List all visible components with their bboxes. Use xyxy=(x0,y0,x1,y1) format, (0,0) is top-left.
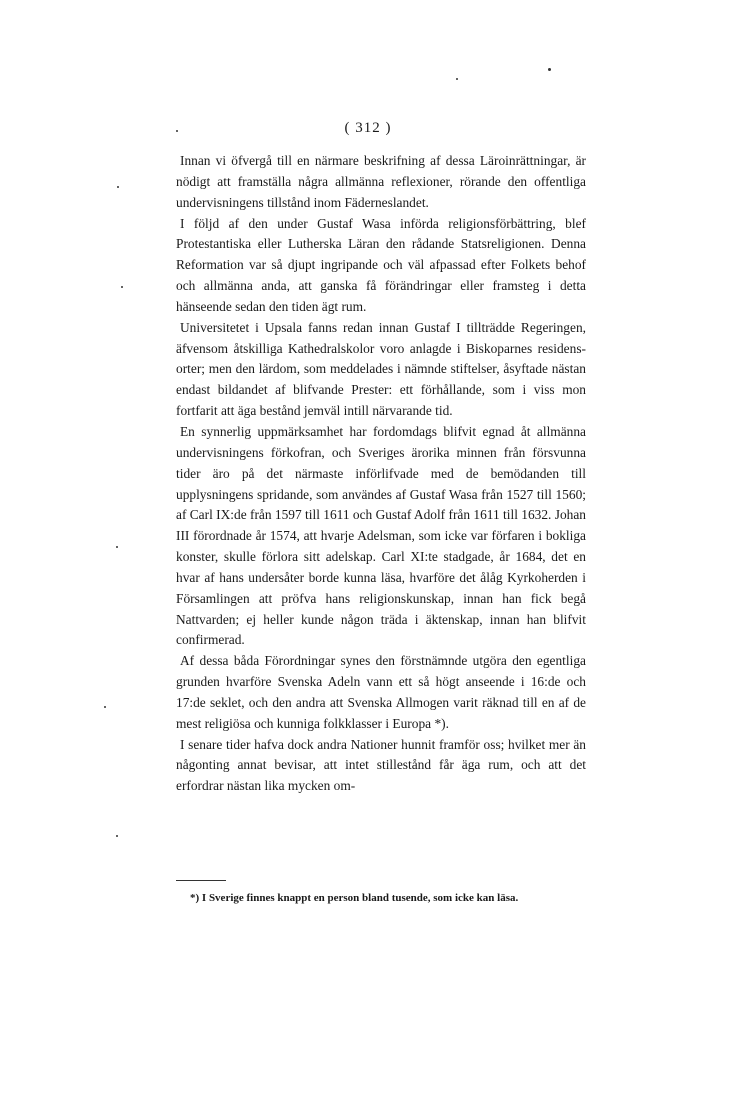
paragraph-6: I senare tider hafva dock andra Nationer hunnit framför oss; hvilket mer än någonting annat bevisar, att intet stillestånd får äga rum, och att det erfordrar nästan lika mycken om- xyxy=(176,736,586,794)
scan-speck xyxy=(104,706,106,708)
scan-speck xyxy=(116,546,118,548)
paragraph-2: I följd af den under Gustaf Wasa införda religionsförbättring, blef Protestantiska eller Lutherska Läran den rådande Statsreligionen. Denna Reformation var så djupt ingripande och väl afpassad efter Folkets behof och allmänna anda, att ganska få förändringar eller framsteg i detta hänseende sedan den tiden ägt rum. xyxy=(176,215,586,314)
paragraph-3: Universitetet i Upsala fanns redan innan Gustaf I tillträdde Regeringen, äfvensom åtskilliga Kathedralskolor voro anlagde i Biskoparnes residens-orter; men den lärdom, som meddelades i nämnde stiftelser, åsyftade nästan endast bildandet af blifvande Prester: ett förhållande, som i viss mon fortfarit att äga bestånd jemväl intill närvarande tid. xyxy=(176,319,586,419)
scan-speck xyxy=(176,130,178,132)
paragraph-1: Innan vi öfvergå till en närmare beskrifning af dessa Läroinrättningar, är nödigt att framställa några allmänna reflexioner, rörande den offentliga undervisningens tillstånd inom Fäderneslandet. xyxy=(176,153,586,210)
paragraph-5: Af dessa båda Förordningar synes den förstnämnde utgöra den egentliga grunden hvarföre Svenska Adeln vann ett så högt anseende i 16:de och 17:de seklet, och den andra att Svenska Allmogen varit räknad till en af de mest religiösa och kunniga folkklasser i Europa *). xyxy=(176,653,586,731)
paragraph-4: En synnerlig uppmärksamhet har fordomdags blifvit egnad åt allmänna undervisningens förkofran, och Sveriges ärorika minnen från försvunna tider äro på det närmaste införlifvade med de bemödanden till upplysningens spridande, som användes af Gustaf Wasa från 1527 till 1560; af Carl IX:de från 1597 till 1611 och Gustaf Adolf från 1611 till 1632. Johan III förordnade år 1574, att hvarje Adelsman, som icke var förfaren i bokliga konster, skulle förlora sitt adelskap. Carl XI:te stadgade, år 1684, det en hvar af hans undersåter borde kunna läsa, hvarföre det ålåg Kyrkoherden i Församlingen att pröfva hans religionskunskap, innan han fick begå Nattvarden; ej heller kunde någon träda i äktenskap, innan han blifvit confirmerad. xyxy=(176,423,586,648)
scan-speck xyxy=(456,78,458,80)
footnote: *) I Sverige finnes knappt en person bland tusende, som icke kan läsa. xyxy=(190,892,519,904)
scan-speck xyxy=(117,186,119,188)
body-text xyxy=(176,151,586,797)
scan-speck xyxy=(121,286,123,288)
scan-speck xyxy=(548,68,551,71)
scan-speck xyxy=(116,835,118,837)
page-number-header: ( 312 ) xyxy=(344,120,392,136)
footnote-divider xyxy=(176,880,226,881)
